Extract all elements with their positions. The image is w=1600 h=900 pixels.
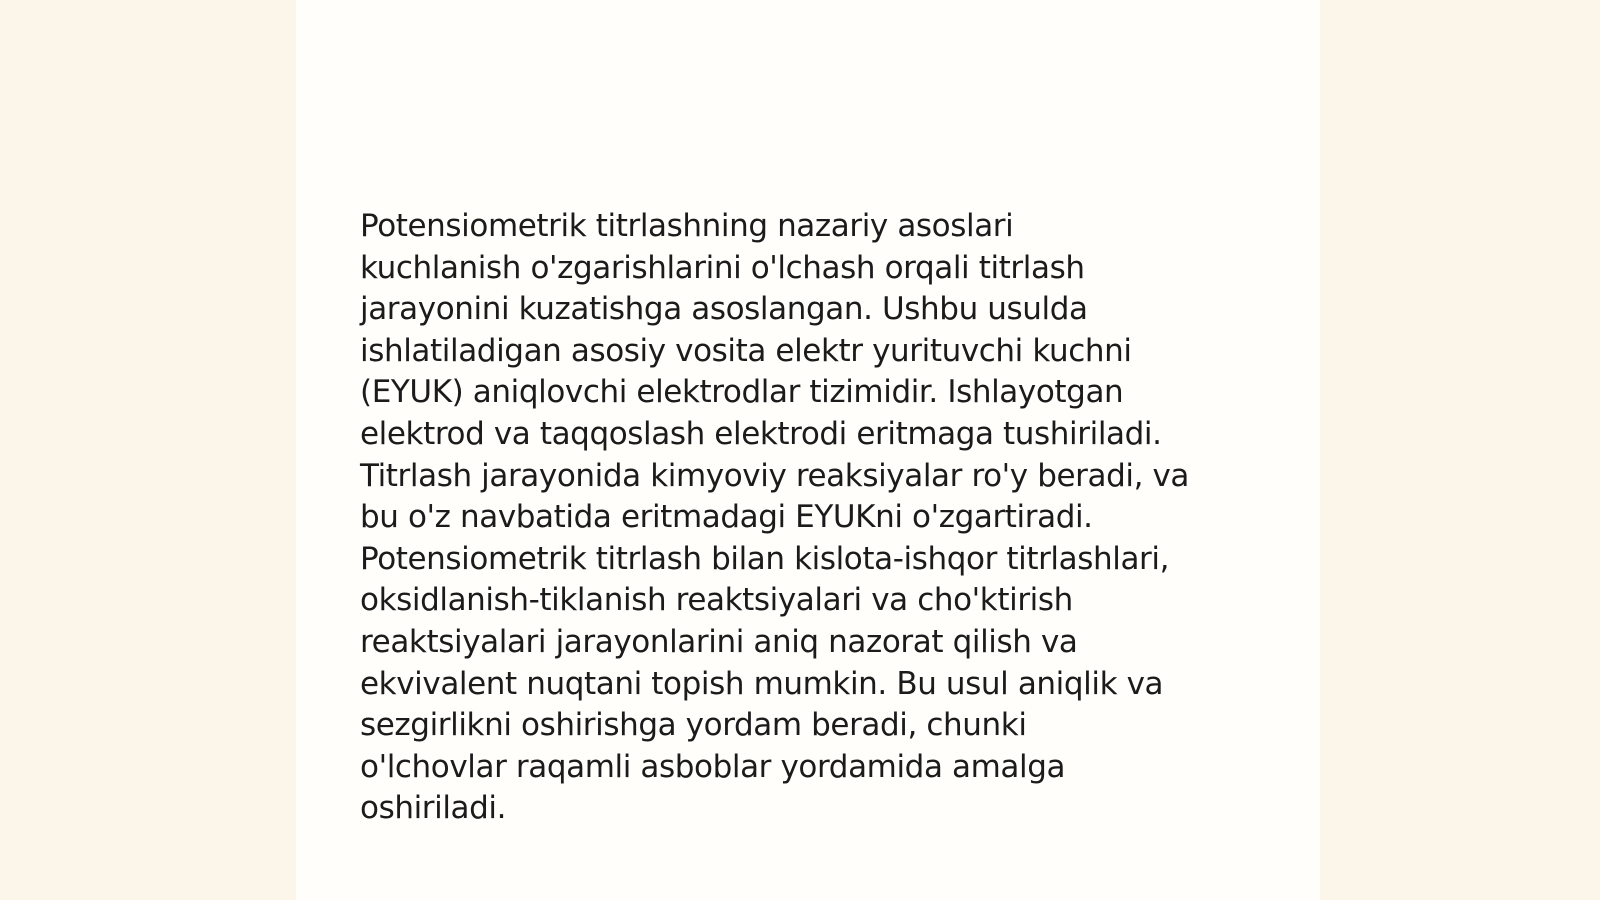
paragraph-line: ekvivalent nuqtani topish mumkin. Bu usul aniqlik va — [360, 665, 1164, 702]
paragraph-line: kuchlanish o'zgarishlarini o'lchash orqali titrlash — [360, 249, 1085, 286]
paragraph-line: oksidlanish-tiklanish reaktsiyalari va cho'ktirish — [360, 582, 1073, 619]
paragraph-line: Potensiometrik titrlashning nazariy asoslari — [360, 208, 1014, 244]
paragraph-line: (EYUK) aniqlovchi elektrodlar tizimidir. Ishlayotgan — [360, 374, 1124, 411]
paragraph-line: reaktsiyalari jarayonlarini aniq nazorat qilish va — [360, 623, 1078, 660]
paragraph-line: ishlatiladigan asosiy vosita elektr yurituvchi kuchni — [360, 332, 1132, 369]
paragraph-line: sezgirlikni oshirishga yordam beradi, chunki — [360, 707, 1027, 744]
paragraph-line: oshiriladi. — [360, 790, 507, 827]
paragraph-line: Potensiometrik titrlash bilan kislota-ishqor titrlashlari, — [360, 540, 1170, 577]
paragraph-line: Titrlash jarayonida kimyoviy reaksiyalar ro'y beradi, va — [360, 457, 1190, 494]
paragraph-line: elektrod va taqqoslash elektrodi eritmaga tushiriladi. — [360, 415, 1162, 452]
paragraph-line: o'lchovlar raqamli asboblar yordamida amalga — [360, 748, 1066, 785]
body-paragraph — [360, 206, 1260, 830]
paragraph-line: bu o'z navbatida eritmadagi EYUKni o'zgartiradi. — [360, 499, 1093, 536]
paragraph-line: jarayonini kuzatishga asoslangan. Ushbu usulda — [360, 291, 1088, 328]
